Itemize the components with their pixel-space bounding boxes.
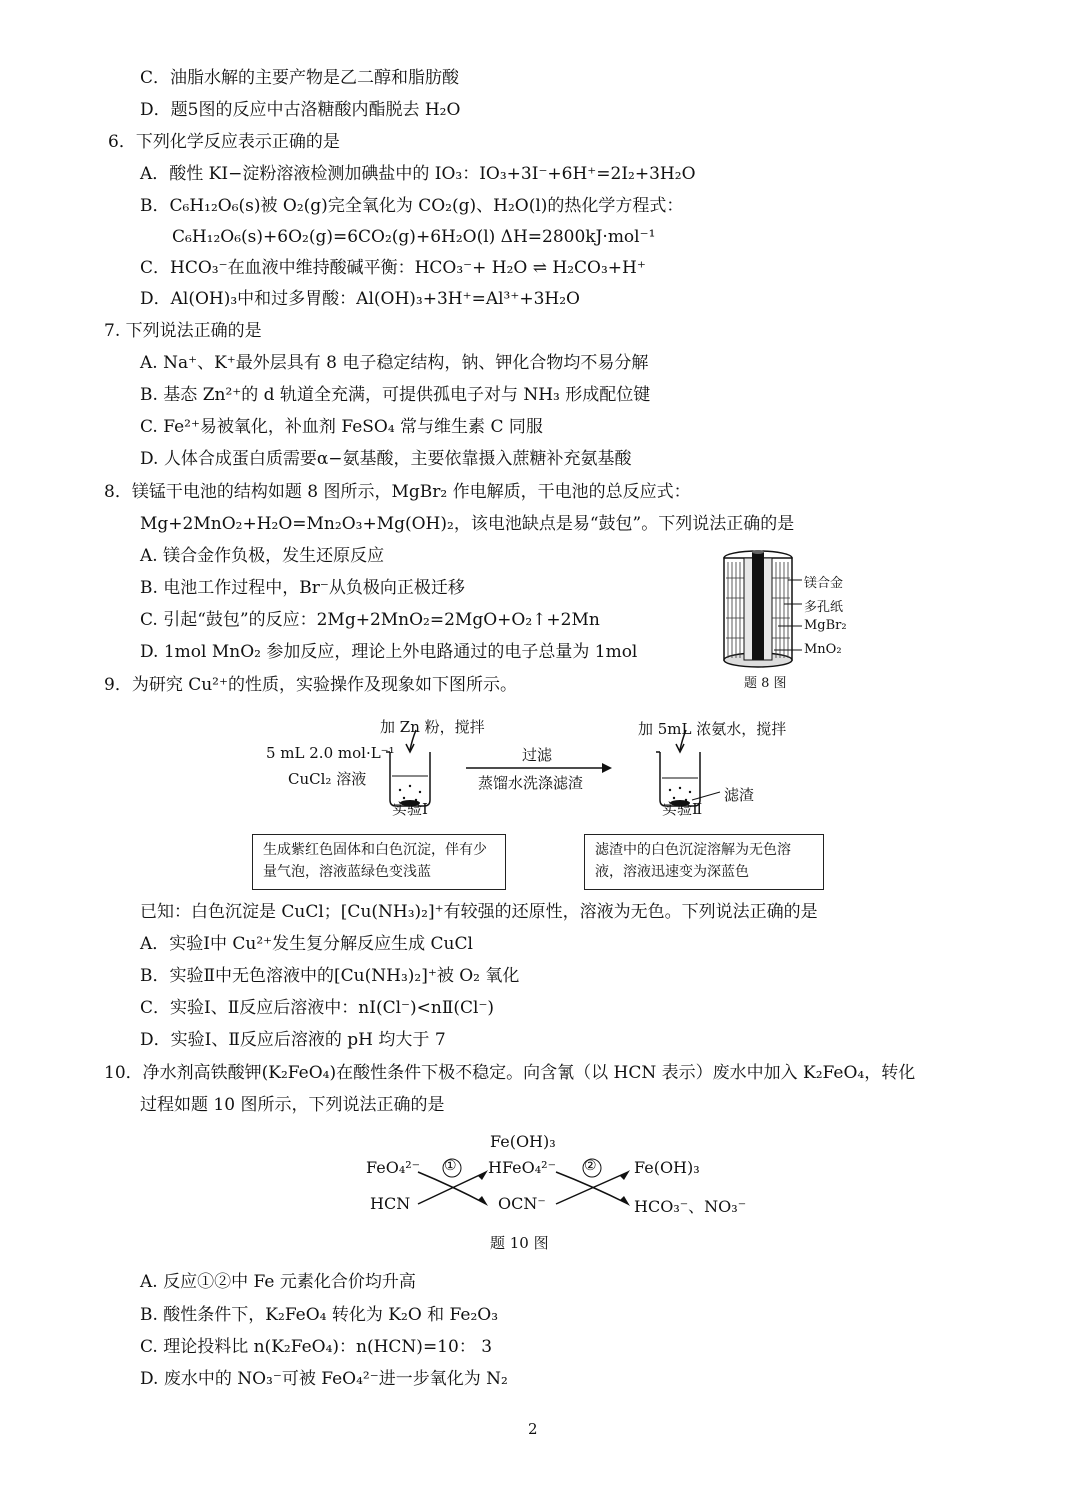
q8-option-d: D. 1mol MnO₂ 参加反应，理论上外电路通过的电子总量为 1mol xyxy=(140,642,638,662)
fig9-arrow-wash: 蒸馏水洗涤滤渣 xyxy=(478,774,584,792)
fig10-caption: 题 10 图 xyxy=(490,1234,549,1252)
fig9-exp1-label: 实验Ⅰ xyxy=(392,800,428,818)
q9-option-b: B．实验Ⅱ中无色溶液中的[Cu(NH₃)₂]⁺被 O₂ 氧化 xyxy=(140,966,520,986)
fig8-battery xyxy=(718,548,868,693)
fig8-label-porous-paper: 多孔纸 xyxy=(804,600,844,615)
fig10-feo4: FeO₄²⁻ xyxy=(366,1158,421,1177)
q6-option-a: A．酸性 KI−淀粉溶液检测加碘盐中的 IO₃：IO₃+3I⁻+6H⁺=2I₂+3H₂O xyxy=(140,164,696,184)
q10-option-d: D. 废水中的 NO₃⁻可被 FeO₄²⁻进一步氧化为 N₂ xyxy=(140,1369,508,1389)
q9-known: 已知：白色沉淀是 CuCl；[Cu(NH₃)₂]⁺有较强的还原性，溶液为无色。下列说法正确的是 xyxy=(140,902,818,922)
q6-option-b-equation: C₆H₁₂O₆(s)+6O₂(g)=6CO₂(g)+6H₂O(l) ΔH=2800kJ·mol⁻¹ xyxy=(172,227,656,247)
fig8-label-mg-alloy: 镁合金 xyxy=(804,576,844,591)
fig10-scheme xyxy=(360,1128,760,1258)
page-number: 2 xyxy=(528,1420,538,1438)
q6-option-b: B．C₆H₁₂O₆(s)被 O₂(g)完全氧化为 CO₂(g)、H₂O(l)的热化学方程式： xyxy=(140,196,684,216)
fig9-arrow-filter: 过滤 xyxy=(522,746,553,764)
fig8-label-mgbr2: MgBr₂ xyxy=(804,618,847,633)
q9-option-c: C．实验Ⅰ、Ⅱ反应后溶液中：nⅠ(Cl⁻)<nⅡ(Cl⁻) xyxy=(140,998,495,1018)
q6-stem: 6．下列化学反应表示正确的是 xyxy=(108,132,340,152)
q8-option-b: B. 电池工作过程中，Br⁻从负极向正极迁移 xyxy=(140,578,465,598)
q7-option-d: D. 人体合成蛋白质需要α−氨基酸，主要依靠摄入蔗糖补充氨基酸 xyxy=(140,449,632,469)
fig10-fe-oh3-right: Fe(OH)₃ xyxy=(634,1158,700,1177)
fig10-step1: ① xyxy=(444,1158,457,1174)
fig9-observation-box-1: 生成紫红色固体和白色沉淀，伴有少量气泡，溶液蓝绿色变浅蓝 xyxy=(252,834,506,890)
q10-stem: 10．净水剂高铁酸钾(K₂FeO₄)在酸性条件下极不稳定。向含氰（以 HCN 表示）废水中加入 K₂FeO₄，转化 xyxy=(104,1063,916,1083)
fig10-step2: ② xyxy=(584,1158,597,1174)
q10-option-b: B. 酸性条件下，K₂FeO₄ 转化为 K₂O 和 Fe₂O₃ xyxy=(140,1305,499,1325)
fig9-experiment xyxy=(240,710,840,900)
q9-option-d: D．实验Ⅰ、Ⅱ反应后溶液的 pH 均大于 7 xyxy=(140,1030,446,1050)
q10-stem-cont: 过程如题 10 图所示，下列说法正确的是 xyxy=(140,1095,445,1115)
q7-option-c: C. Fe²⁺易被氧化，补血剂 FeSO₄ 常与维生素 C 同服 xyxy=(140,417,543,437)
q9-option-a: A．实验Ⅰ中 Cu²⁺发生复分解反应生成 CuCl xyxy=(140,934,473,954)
q7-stem: 7. 下列说法正确的是 xyxy=(104,321,262,341)
fig8-caption: 题 8 图 xyxy=(744,676,787,691)
fig9-add-zn: 加 Zn 粉，搅拌 xyxy=(380,718,485,736)
fig9-residue: 滤渣 xyxy=(724,786,755,804)
fig9-observation-box-2: 滤渣中的白色沉淀溶解为无色溶液，溶液迅速变为深蓝色 xyxy=(584,834,824,890)
fig10-products: HCO₃⁻、NO₃⁻ xyxy=(634,1197,747,1216)
fig10-hcn: HCN xyxy=(370,1194,411,1213)
q8-option-a: A. 镁合金作负极，发生还原反应 xyxy=(140,546,385,566)
q5-option-c: C．油脂水解的主要产物是乙二醇和脂肪酸 xyxy=(140,68,460,88)
q7-option-b: B. 基态 Zn²⁺的 d 轨道全充满，可提供孤电子对与 NH₃ 形成配位键 xyxy=(140,385,651,405)
q8-option-c: C. 引起“鼓包”的反应：2Mg+2MnO₂=2MgO+O₂↑+2Mn xyxy=(140,610,600,630)
q7-option-a: A. Na⁺、K⁺最外层具有 8 电子稳定结构，钠、钾化合物均不易分解 xyxy=(140,353,649,373)
q10-option-a: A. 反应①②中 Fe 元素化合价均升高 xyxy=(140,1272,416,1292)
fig10-fe-oh3-top: Fe(OH)₃ xyxy=(490,1132,556,1151)
fig9-reagent-name: CuCl₂ 溶液 xyxy=(288,770,367,788)
fig9-exp2-label: 实验Ⅱ xyxy=(662,800,703,818)
q8-stem: 8．镁锰干电池的结构如题 8 图所示，MgBr₂ 作电解质，干电池的总反应式： xyxy=(104,482,691,502)
q5-option-d: D．题5图的反应中古洛糖酸内酯脱去 H₂O xyxy=(140,100,461,120)
q6-option-c: C．HCO₃⁻在血液中维持酸碱平衡：HCO₃⁻+ H₂O ⇌ H₂CO₃+H⁺ xyxy=(140,258,646,278)
q8-stem-cont: Mg+2MnO₂+H₂O=Mn₂O₃+Mg(OH)₂，该电池缺点是易“鼓包”。下列说法正确的是 xyxy=(140,514,795,534)
q6-option-d: D．Al(OH)₃中和过多胃酸：Al(OH)₃+3H⁺=Al³⁺+3H₂O xyxy=(140,289,580,309)
fig8-label-mno2: MnO₂ xyxy=(804,642,842,657)
fig10-ocn: OCN⁻ xyxy=(498,1194,546,1213)
fig9-add-ammonia: 加 5mL 浓氨水，搅拌 xyxy=(638,720,787,738)
fig9-reagent-amount: 5 mL 2.0 mol·L⁻¹ xyxy=(266,744,395,762)
q10-option-c: C. 理论投料比 n(K₂FeO₄)：n(HCN)=10： 3 xyxy=(140,1337,493,1357)
q9-stem: 9．为研究 Cu²⁺的性质，实验操作及现象如下图所示。 xyxy=(104,675,517,695)
fig10-hfeo4: HFeO₄²⁻ xyxy=(488,1158,557,1177)
